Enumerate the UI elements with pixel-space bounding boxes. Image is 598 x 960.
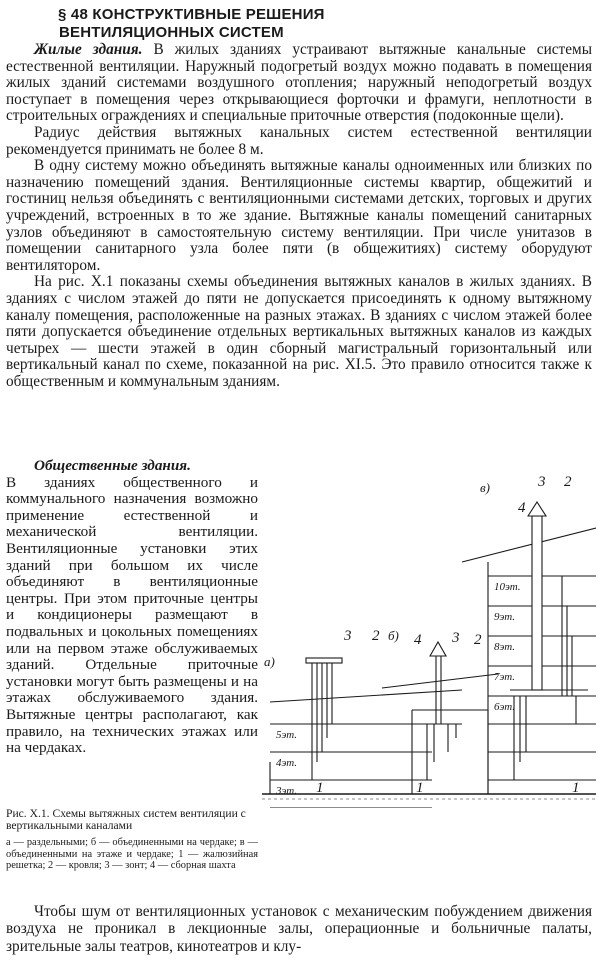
label-2-b: 2 (474, 632, 482, 648)
floor-c-6: 6эт. (494, 701, 516, 713)
label-3-c: 3 (538, 474, 546, 490)
ventilation-figure (262, 462, 596, 808)
label-2-a: 2 (372, 628, 380, 644)
caption-legend: а — раздельными; б — объединенными на чердаке; в — объединенными на этаже и чердаке; 1 — жалюзийная решетка; 2 — кровля; 3 — зонт; 4 — сборная шахта (6, 837, 258, 872)
heading-line-2: ВЕНТИЛЯЦИОННЫХ СИСТЕМ (59, 24, 284, 41)
label-1-a: 1 (316, 780, 324, 796)
label-2-c: 2 (564, 474, 572, 490)
public-buildings-text (6, 458, 258, 757)
floor-c-7: 7эт. (494, 671, 516, 683)
building-a (270, 658, 462, 808)
floor-c-8: 8эт. (494, 641, 516, 653)
section-heading (58, 6, 325, 42)
paragraph-residential (6, 42, 592, 125)
label-3-b: 3 (452, 630, 460, 646)
figure-caption (6, 808, 258, 872)
label-4-b: 4 (414, 632, 422, 648)
floor-a-3: 3эт. (276, 785, 298, 797)
heading-line-1: § 48 КОНСТРУКТИВНЫЕ РЕШЕНИЯ (58, 6, 325, 23)
paragraph-figure-ref: На рис. X.1 показаны схемы объединения вытяжных каналов в жилых зданиях. В зданиях с числом этажей до пяти не допускается присоединять к одному вытяжному каналу помещения, расположенные на разных этажах. В зданиях с числом этажей более пяти допускается объединение отдельных вертикальных вытяжных каналов из каждых четырех — шести этажей в один сборный магистральный горизонтальный или вертикальный канал по схеме, показанной на рис. XI.5. Это правило относится также к общественным и коммунальным зданиям. (6, 273, 592, 390)
panel-b-label: б) (388, 628, 399, 643)
main-text (6, 42, 592, 390)
floor-c-9: 9эт. (494, 611, 516, 623)
label-1-b: 1 (416, 780, 424, 796)
building-c (462, 502, 596, 794)
panel-c-label: в) (480, 480, 490, 495)
label-4-c: 4 (518, 500, 526, 516)
paragraph-radius: Радиус действия вытяжных канальных систем естественной вентиляции рекомендуется принимать не более 8 м. (6, 123, 592, 158)
paragraph-noise: Чтобы шум от вентиляционных установок с механическим побуждением движения воздуха не проникал в лекционные залы, операционные и больничные палаты, зрительные залы театров, кинотеатров и клу- (6, 903, 592, 955)
floor-a-4: 4эт. (276, 757, 298, 769)
panel-a-label: а) (264, 654, 275, 669)
paragraph-public: В зданиях общественного и коммунального назначения возможно применение естественной и механической вентиляции. Вентиляционные установки этих зданий при большом их числе объединяют в вентиляционные центры. При этом приточные центры и кондиционеры размещают в подвальных и цокольных помещениях или на первом этаже обслуживаемых зданий. Отдельные приточные установки могут быть размещены и на этажах обслуживаемого здания. Вытяжные центры располагают, как правило, на технических этажах или на чердаках. (6, 473, 258, 757)
bottom-text (6, 903, 592, 955)
ground-line (262, 794, 596, 799)
paragraph-residential-text: В жилых зданиях устраивают вытяжные канальные системы естественной вентиляции. Наружный подогретый воздух можно подавать в помещения жилых зданий системами воздушного отопления; наружный неподогретый воздух поступает в помещения через открывающиеся форточки и фрамуги, неплотности в строительных ограждениях и специальные приточные отверстия (подоконные щели). (6, 41, 592, 125)
caption-title: Рис. X.1. Схемы вытяжных систем вентиляции с вертикальными каналами (6, 807, 246, 833)
runin-public-label: Общественные здания. (34, 457, 191, 474)
label-1-c: 1 (572, 780, 580, 796)
runin-residential: Жилые здания. (34, 41, 143, 58)
paragraph-systems: В одну систему можно объединять вытяжные каналы одноименных или близких по назначению помещений здания. Вентиляционные системы квартир, общежитий и гостиниц нельзя объединять с вентиляционными системами детских, торговых и других учреждений, встроенных в то же здание. Вытяжные каналы помещений санитарных узлов объединяют в самостоятельную систему вентиляции. При числе унитазов в помещении санитарного узла более пяти (в общежитиях) систему оборудуют вентилятором. (6, 157, 592, 274)
floor-c-10: 10эт. (494, 581, 521, 593)
label-3-a: 3 (344, 628, 352, 644)
building-b (382, 642, 498, 794)
floor-a-5: 5эт. (276, 729, 298, 741)
runin-public (6, 458, 258, 475)
